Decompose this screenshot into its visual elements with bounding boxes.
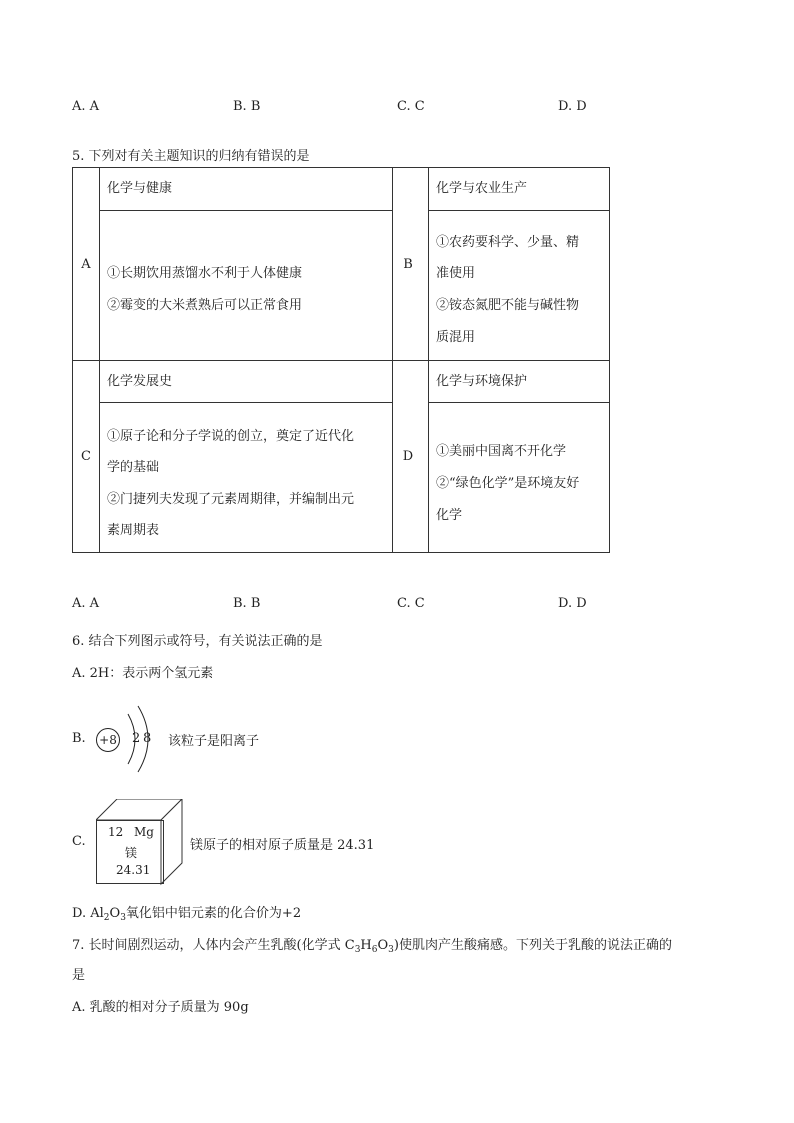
cell-b-line-4: 质混用	[436, 330, 476, 345]
atomic-mass: 24.31	[116, 863, 151, 877]
q7-sub-o: 3	[388, 945, 394, 955]
cell-a-line-1: ①长期饮用蒸馏水不利于人体健康	[107, 266, 303, 281]
q6-option-c-text: 镁原子的相对原子质量是 24.31	[190, 838, 375, 853]
cell-letter-c: C	[81, 449, 91, 464]
q5-table	[72, 167, 610, 553]
q6-option-b-label: B.	[72, 731, 86, 746]
cell-b-line-2: 准使用	[436, 266, 476, 281]
q5-stem: 5. 下列对有关主题知识的归纳有错误的是	[72, 149, 310, 164]
cell-c-line-1: ①原子论和分子学说的创立，奠定了近代化	[107, 429, 355, 444]
d-formula-al: D. Al	[72, 906, 104, 921]
d-formula-o: O	[109, 906, 121, 921]
q7-formula-o: O	[377, 938, 389, 953]
element-symbol: Mg	[134, 825, 154, 839]
atomic-number: 12	[108, 825, 124, 839]
q5-option-d: D. D	[558, 596, 587, 611]
cell-d-line-2: ②“绿色化学”是环境友好	[436, 476, 580, 491]
q6-option-c-label: C.	[72, 834, 86, 849]
cell-b-line-3: ②铵态氮肥不能与碱性物	[436, 298, 580, 313]
q4-option-a: A. A	[72, 99, 100, 114]
q7-formula-h: H	[360, 938, 372, 953]
q6-option-a: A. 2H：表示两个氢元素	[72, 666, 214, 681]
element-name: 镁	[125, 846, 138, 860]
q4-option-b: B. B	[233, 99, 261, 114]
d-text: 氧化铝中铝元素的化合价为+2	[125, 906, 302, 921]
q5-option-a: A. A	[72, 596, 100, 611]
q4-option-d: D. D	[558, 99, 587, 114]
q7-option-a: A. 乳酸的相对分子质量为 90g	[72, 1000, 249, 1015]
cell-letter-d: D	[402, 449, 414, 464]
q6-stem: 6. 结合下列图示或符号，有关说法正确的是	[72, 634, 323, 649]
shell-1-electrons: 2	[132, 731, 141, 746]
q5-option-b: B. B	[233, 596, 261, 611]
cell-header-c: 化学发展史	[107, 374, 173, 389]
q7-stem	[72, 934, 672, 955]
d-subscript-2: 2	[103, 913, 110, 923]
cell-c-line-3: ②门捷列夫发现了元素周期律，并编制出元	[107, 492, 355, 507]
d-subscript-3: 3	[120, 913, 126, 923]
element-cube-front	[96, 820, 164, 884]
cell-c-line-2: 学的基础	[107, 460, 160, 475]
cell-d-line-3: 化学	[436, 508, 463, 523]
q7-stem-line-2: 是	[72, 968, 86, 983]
cell-d-line-1: ①美丽中国离不开化学	[436, 444, 567, 459]
q4-option-c: C. C	[397, 99, 425, 114]
q5-option-c: C. C	[397, 596, 425, 611]
q6-option-b-text: 该粒子是阳离子	[168, 734, 260, 749]
q7-sub-c: 3	[354, 945, 361, 955]
q6-option-d	[72, 902, 301, 923]
q7-stem-pre: 7. 长时间剧烈运动，人体内会产生乳酸(化学式 C	[72, 938, 355, 953]
cell-letter-a: A	[81, 257, 91, 272]
shell-2-electrons: 8	[143, 731, 152, 746]
q7-stem-post: )使肌肉产生酸痛感。下列关于乳酸的说法正确的	[393, 938, 672, 953]
q7-sub-h: 6	[371, 945, 378, 955]
cell-header-d: 化学与环境保护	[436, 374, 528, 389]
cell-header-b: 化学与农业生产	[436, 181, 528, 196]
cell-header-a: 化学与健康	[107, 181, 173, 196]
cell-b-line-1: ①农药要科学、少量、精	[436, 235, 580, 250]
cell-a-line-2: ②霉变的大米煮熟后可以正常食用	[107, 298, 303, 313]
nucleus-circle: +8	[96, 728, 120, 752]
cell-letter-b: B	[403, 257, 413, 272]
cell-c-line-4: 素周期表	[107, 523, 160, 538]
